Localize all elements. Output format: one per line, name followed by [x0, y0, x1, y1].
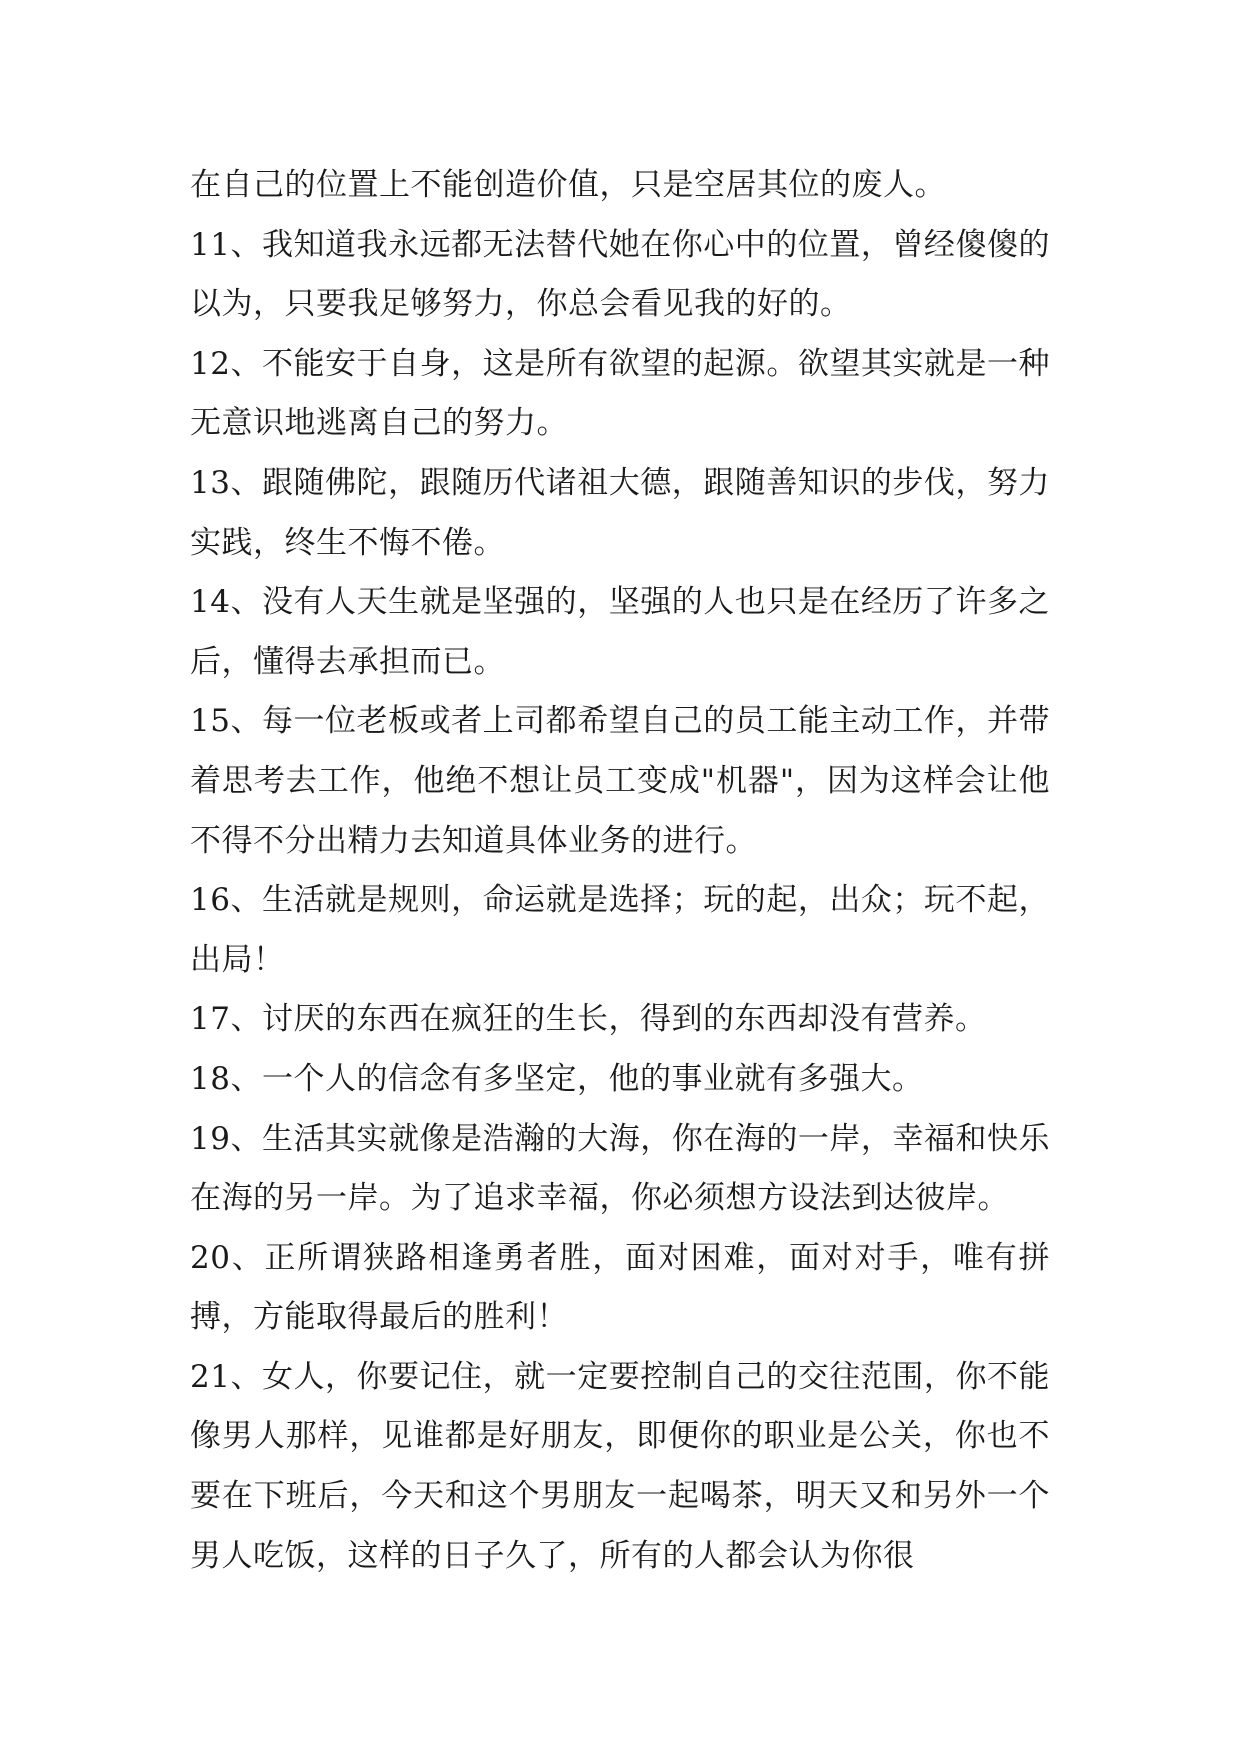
list-item-16: 16、生活就是规则，命运就是选择；玩的起，出众；玩不起，出局！: [190, 882, 1050, 978]
document-body: [190, 156, 1050, 1586]
list-item-15: 15、每一位老板或者上司都希望自己的员工能主动工作，并带着思考去工作，他绝不想让员工变成"机器"，因为这样会让他不得不分出精力去知道具体业务的进行。: [190, 703, 1050, 859]
list-item-20: 20、正所谓狭路相逢勇者胜，面对困难，面对对手，唯有拼搏，方能取得最后的胜利！: [190, 1239, 1050, 1336]
list-item-17: 17、讨厌的东西在疯狂的生长，得到的东西却没有营养。: [190, 1001, 987, 1038]
list-item-13: 13、跟随佛陀，跟随历代诸祖大德，跟随善知识的步伐，努力实践，终生不悔不倦。: [190, 464, 1050, 561]
list-item-21: 21、女人，你要记住，就一定要控制自己的交往范围，你不能像男人那样，见谁都是好朋友，即便你的职业是公关，你也不要在下班后，今天和这个男朋友一起喝茶，明天又和另外一个男人吃饭，这样的日子久了，所有的人都会认为你很: [190, 1358, 1050, 1574]
list-item-12: 12、不能安于自身，这是所有欲望的起源。欲望其实就是一种无意识地逃离自己的努力。: [190, 345, 1050, 442]
paragraph-continuation: 在自己的位置上不能创造价值，只是空居其位的废人。: [190, 167, 946, 203]
list-item-11: 11、我知道我永远都无法替代她在你心中的位置，曾经傻傻的以为，只要我足够努力，你总会看见我的好的。: [190, 226, 1050, 323]
list-item-14: 14、没有人天生就是坚强的，坚强的人也只是在经历了许多之后，懂得去承担而已。: [190, 584, 1050, 680]
list-item-18: 18、一个人的信念有多坚定，他的事业就有多强大。: [190, 1060, 924, 1097]
list-item-19: 19、生活其实就像是浩瀚的大海，你在海的一岸，幸福和快乐在海的另一岸。为了追求幸福，你必须想方设法到达彼岸。: [190, 1120, 1050, 1217]
